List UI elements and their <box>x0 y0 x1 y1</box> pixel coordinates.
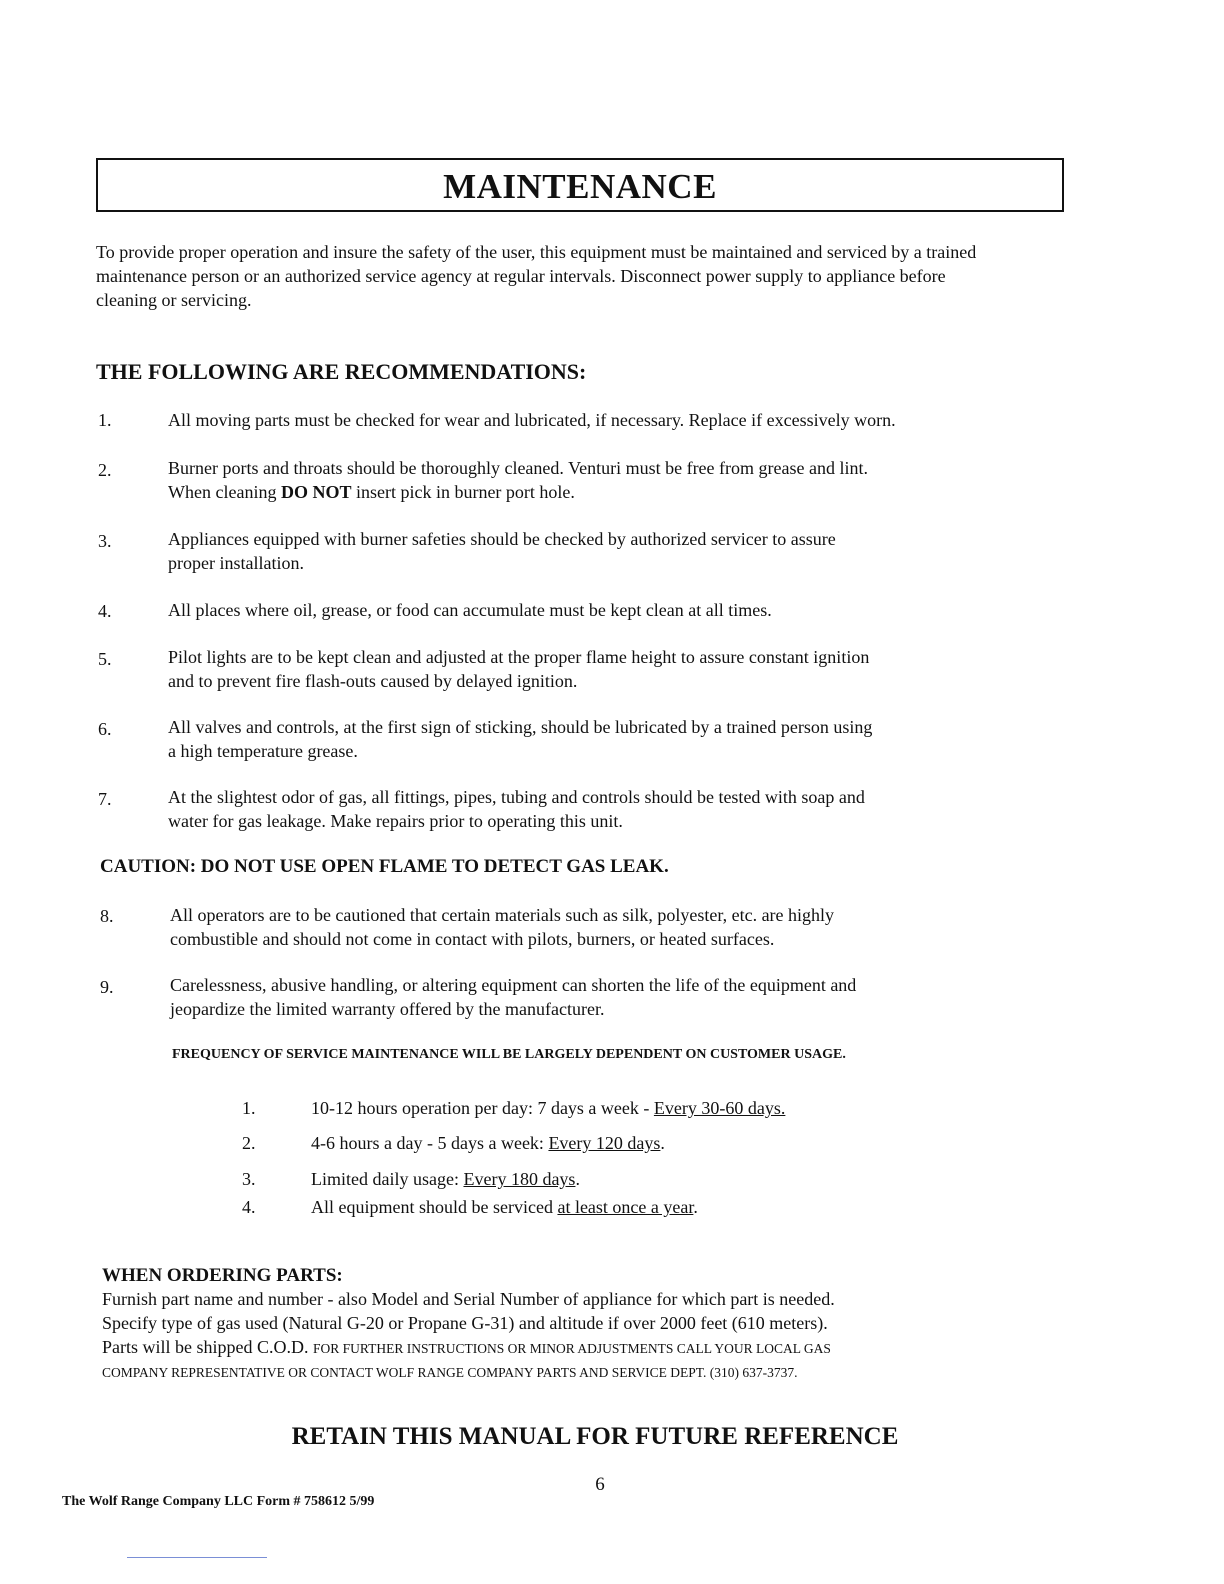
parts-line <box>102 1335 1002 1361</box>
intro-line: cleaning or servicing. <box>96 290 252 310</box>
ordering-parts-heading: WHEN ORDERING PARTS: <box>102 1265 343 1286</box>
schedule-interval: Every 30-60 days. <box>653 1098 786 1118</box>
title-box <box>96 158 1064 212</box>
item-text-segment: When cleaning <box>168 482 281 502</box>
schedule-text: All equipment should be serviced <box>311 1197 558 1217</box>
footer-divider <box>127 1557 267 1558</box>
list-item <box>168 645 869 693</box>
schedule-text: 10-12 hours operation per day: 7 days a week - <box>311 1098 654 1118</box>
item-number: 6. <box>98 719 112 739</box>
list-item <box>170 903 834 951</box>
intro-paragraph <box>96 240 1096 312</box>
item-line: At the slightest odor of gas, all fittings, pipes, tubing and controls should be tested with soap and <box>168 787 865 807</box>
item-number: 8. <box>100 906 114 926</box>
schedule-text: . <box>575 1169 580 1189</box>
schedule-text: . <box>693 1197 698 1217</box>
schedule-text: . <box>660 1133 665 1153</box>
parts-line: Specify type of gas used (Natural G-20 or Propane G-31) and altitude if over 2000 feet (610 meters). <box>102 1313 828 1333</box>
item-line: combustible and should not come in contact with pilots, burners, or heated surfaces. <box>170 929 775 949</box>
item-line <box>168 480 868 504</box>
frequency-note: FREQUENCY OF SERVICE MAINTENANCE WILL BE LARGELY DEPENDENT ON CUSTOMER USAGE. <box>172 1047 846 1062</box>
list-item <box>170 973 856 1021</box>
item-line: Pilot lights are to be kept clean and adjusted at the proper flame height to assure constant ignition <box>168 647 870 667</box>
item-number: 9. <box>100 977 114 997</box>
list-item <box>168 527 836 575</box>
list-item <box>168 408 896 432</box>
schedule-item <box>311 1167 580 1191</box>
schedule-item <box>311 1096 785 1120</box>
item-line: Carelessness, abusive handling, or altering equipment can shorten the life of the equipment and <box>170 975 857 995</box>
schedule-number: 1. <box>242 1098 256 1118</box>
schedule-number: 4. <box>242 1197 256 1217</box>
item-line: water for gas leakage. Make repairs prior to operating this unit. <box>168 811 623 831</box>
list-item <box>168 715 872 763</box>
intro-line: maintenance person or an authorized service agency at regular intervals. Disconnect power supply to appliance before <box>96 266 946 286</box>
item-line: and to prevent fire flash-outs caused by delayed ignition. <box>168 671 578 691</box>
schedule-number: 3. <box>242 1169 256 1189</box>
item-line: All places where oil, grease, or food can accumulate must be kept clean at all times. <box>168 600 772 620</box>
item-line: jeopardize the limited warranty offered by the manufacturer. <box>170 999 605 1019</box>
item-line: All valves and controls, at the first sign of sticking, should be lubricated by a trained person using <box>168 717 873 737</box>
do-not-emphasis: DO NOT <box>280 482 352 502</box>
list-item <box>168 598 772 622</box>
item-line: Burner ports and throats should be thoroughly cleaned. Venturi must be free from grease and lint. <box>168 458 868 478</box>
form-reference: The Wolf Range Company LLC Form # 758612 5/99 <box>62 1494 375 1509</box>
parts-contact-text: FOR FURTHER INSTRUCTIONS OR MINOR ADJUSTMENTS CALL YOUR LOCAL GAS <box>313 1341 831 1356</box>
ordering-parts-text <box>102 1287 1002 1385</box>
page-number: 6 <box>595 1474 605 1495</box>
caution-warning: CAUTION: DO NOT USE OPEN FLAME TO DETECT GAS LEAK. <box>100 856 669 877</box>
list-item <box>168 785 865 833</box>
item-line: All moving parts must be checked for wear and lubricated, if necessary. Replace if excessively worn. <box>168 410 896 430</box>
parts-line: Furnish part name and number - also Model and Serial Number of appliance for which part is needed. <box>102 1289 835 1309</box>
intro-line: To provide proper operation and insure the safety of the user, this equipment must be maintained and serviced by a trained <box>96 242 977 262</box>
item-number: 4. <box>98 601 112 621</box>
item-number: 7. <box>98 789 112 809</box>
schedule-item <box>311 1131 665 1155</box>
schedule-item <box>311 1195 698 1219</box>
item-number: 5. <box>98 649 112 669</box>
item-line: Appliances equipped with burner safeties should be checked by authorized servicer to assure <box>168 529 836 549</box>
schedule-number: 2. <box>242 1133 256 1153</box>
item-line: proper installation. <box>168 553 304 573</box>
page-title: MAINTENANCE <box>443 167 717 206</box>
schedule-text: Limited daily usage: <box>311 1169 464 1189</box>
schedule-interval: Every 180 days <box>463 1169 576 1189</box>
item-text-segment: insert pick in burner port hole. <box>351 482 575 502</box>
schedule-interval: Every 120 days <box>548 1133 661 1153</box>
schedule-text: 4-6 hours a day - 5 days a week: <box>311 1133 549 1153</box>
parts-contact-text: COMPANY REPRESENTATIVE OR CONTACT WOLF RANGE COMPANY PARTS AND SERVICE DEPT. (310) 637-3737. <box>102 1365 798 1380</box>
recommendations-heading: THE FOLLOWING ARE RECOMMENDATIONS: <box>96 359 587 384</box>
item-number: 3. <box>98 531 112 551</box>
item-line: All operators are to be cautioned that certain materials such as silk, polyester, etc. are highly <box>170 905 835 925</box>
schedule-interval: at least once a year <box>557 1197 694 1217</box>
list-item <box>168 456 868 504</box>
parts-text-segment: Parts will be shipped C.O.D. <box>102 1337 313 1357</box>
retain-manual-notice: RETAIN THIS MANUAL FOR FUTURE REFERENCE <box>291 1423 899 1450</box>
item-line: a high temperature grease. <box>168 741 358 761</box>
item-number: 1. <box>98 410 112 430</box>
item-number: 2. <box>98 460 112 480</box>
